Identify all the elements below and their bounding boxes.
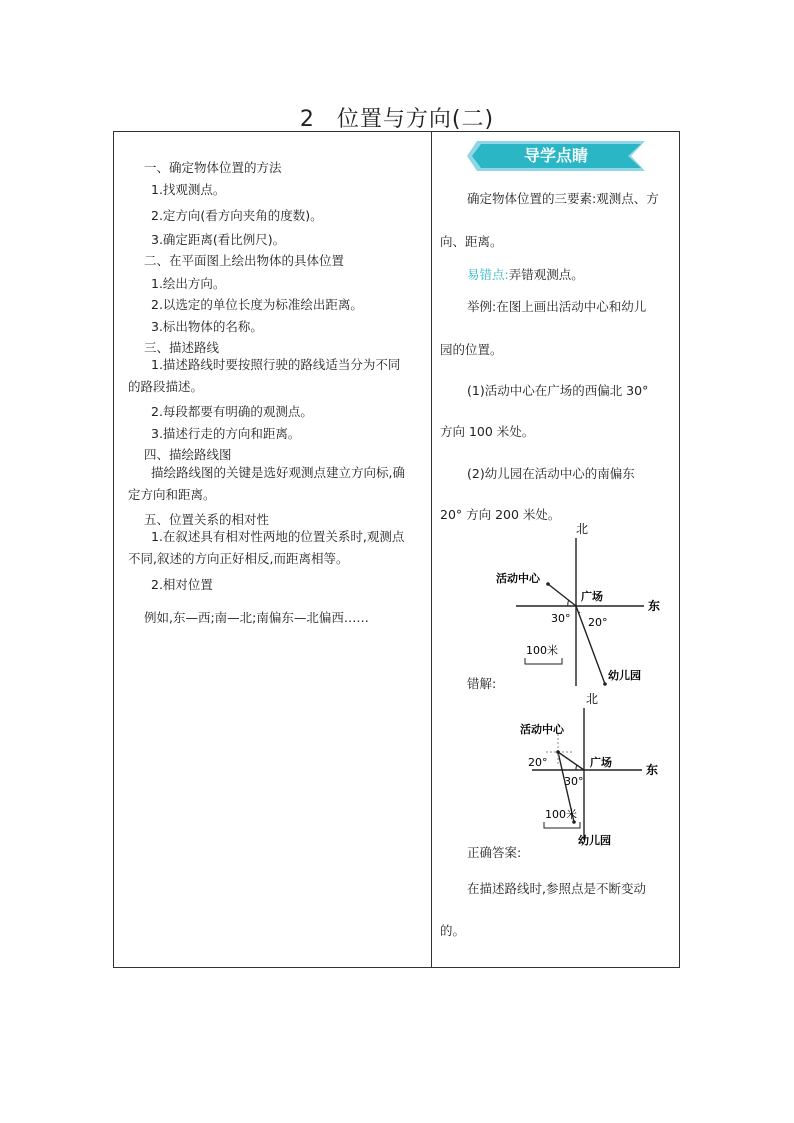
question-1-line-1: (1)活动中心在广场的西偏北 30°	[467, 383, 649, 398]
column-divider	[431, 132, 432, 967]
banner-title: 导学点睛	[523, 146, 588, 165]
question-1-line-2: 方向 100 米处。	[440, 424, 535, 439]
note-line-2: 的。	[440, 923, 466, 938]
plot-item-1: 1.绘出方向。	[151, 276, 226, 291]
heading-map: 四、描绘路线图	[144, 447, 232, 462]
activity-center-label: 活动中心	[520, 723, 564, 736]
example-line-2: 园的位置。	[440, 342, 503, 357]
heading-relative: 五、位置关系的相对性	[144, 512, 270, 527]
route-item-2: 2.每段都要有明确的观测点。	[151, 404, 313, 419]
intro-line-1: 确定物体位置的三要素:观测点、方	[467, 191, 659, 206]
north-label: 北	[586, 692, 599, 706]
method-item-3: 3.确定距离(看比例尺)。	[151, 232, 286, 247]
relative-item-1: 1.在叙述具有相对性两地的位置关系时,观测点不同,叙述的方向正好相反,而距离相等。	[128, 529, 405, 566]
activity-center-label: 活动中心	[496, 572, 540, 585]
heading-route: 三、描述路线	[144, 340, 220, 355]
section-title: 位置与方向(二)	[336, 107, 495, 132]
route-item-3: 3.描述行走的方向和距离。	[151, 426, 301, 441]
correct-answer-label: 正确答案:	[467, 845, 522, 860]
east-label: 东	[646, 763, 659, 777]
section-number: 2	[299, 107, 315, 132]
method-item-2: 2.定方向(看方向夹角的度数)。	[151, 208, 323, 223]
angle-30-label: 30°	[551, 612, 571, 625]
angle-20-label: 20°	[588, 616, 608, 629]
angle-30-label: 30°	[564, 775, 584, 788]
heading-plot: 二、在平面图上绘出物体的具体位置	[144, 253, 345, 268]
wrong-diagram	[492, 522, 672, 694]
intro-line-2: 向、距离。	[440, 234, 503, 249]
north-label: 北	[576, 522, 589, 536]
error-label: 易错点:	[467, 267, 509, 282]
kindergarten-label: 幼儿园	[578, 834, 611, 847]
scale-label: 100米	[545, 808, 577, 821]
kindergarten-label: 幼儿园	[608, 669, 641, 682]
plot-item-3: 3.标出物体的名称。	[151, 319, 263, 334]
square-label: 广场	[581, 590, 603, 603]
plot-item-2: 2.以选定的单位长度为标准绘出距离。	[151, 297, 363, 312]
relative-item-2: 2.相对位置	[151, 577, 213, 592]
heading-method: 一、确定物体位置的方法	[144, 160, 282, 175]
note-line-1: 在描述路线时,参照点是不断变动	[467, 881, 646, 896]
relative-example: 例如,东—西;南—北;南偏东—北偏西……	[144, 610, 369, 625]
guide-banner	[467, 141, 645, 171]
angle-20-label: 20°	[528, 756, 548, 769]
error-point	[467, 265, 584, 283]
wrong-answer-label: 错解:	[467, 676, 497, 691]
east-label: 东	[648, 599, 661, 613]
square-label: 广场	[590, 756, 612, 769]
method-item-1: 1.找观测点。	[151, 182, 226, 197]
example-line-1: 举例:在图上画出活动中心和幼儿	[467, 299, 647, 314]
question-2-line-2: 20° 方向 200 米处。	[440, 507, 561, 522]
map-text: 描绘路线图的关键是选好观测点建立方向标,确定方向和距离。	[128, 465, 405, 502]
question-2-line-1: (2)幼儿园在活动中心的南偏东	[467, 466, 635, 481]
scale-label: 100米	[526, 644, 558, 657]
route-item-1: 1.描述路线时要按照行驶的路线适当分为不同的路段描述。	[128, 357, 401, 394]
correct-diagram	[510, 692, 680, 854]
error-text: 弄错观测点。	[508, 267, 584, 282]
page-title	[0, 102, 794, 133]
content-table	[113, 131, 680, 968]
